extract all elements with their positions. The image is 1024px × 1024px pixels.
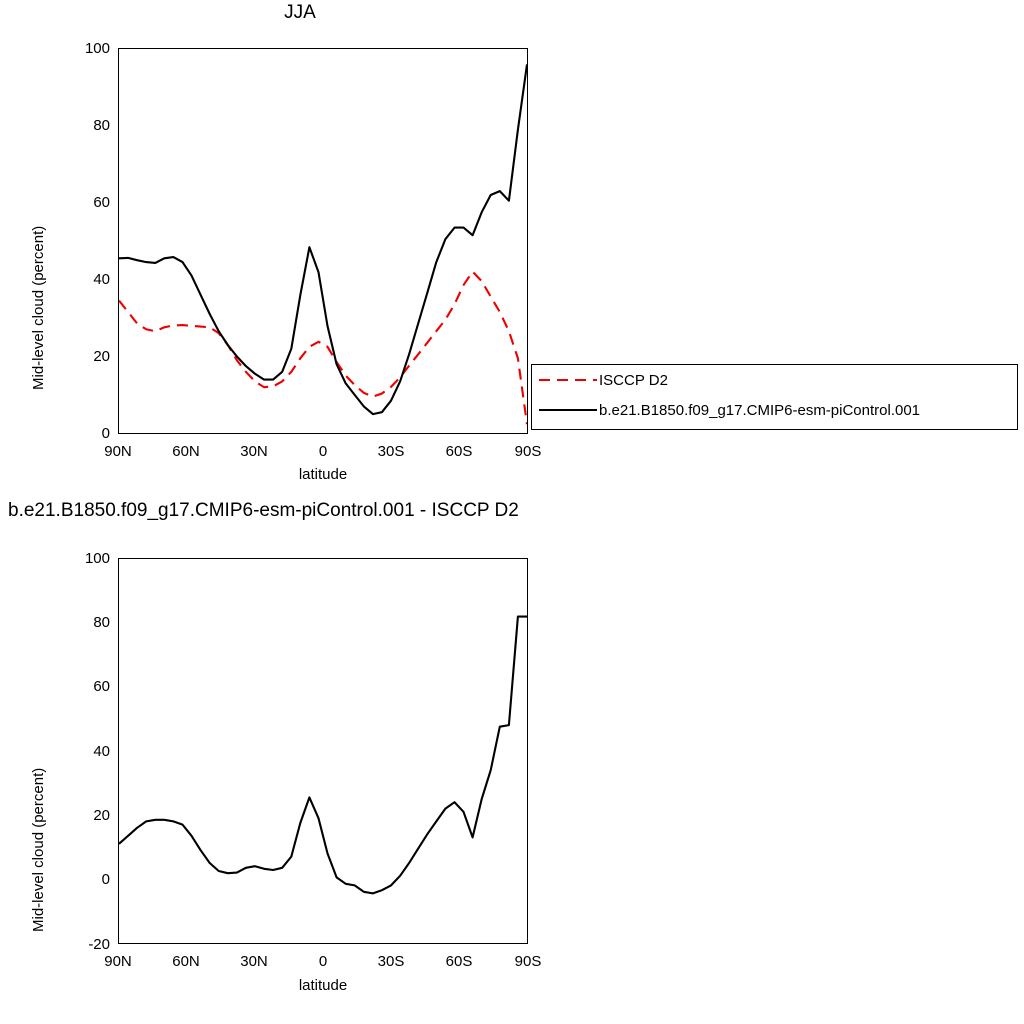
panel-jja-xtick-60S: 60S [445,443,473,460]
legend-item-isccp-d2[interactable] [532,365,1017,395]
legend [531,364,1018,430]
panel-jja-xtick-0: 0 [318,443,328,460]
panel-jja-ytick-40: 40 [93,271,110,288]
panel-difference-xtick-60N: 60N [172,953,200,970]
panel-difference-xlabel: latitude [298,977,348,994]
legend-swatch-dashed-red [538,373,598,387]
series-difference-line [119,617,527,894]
panel-jja-ytick-0: 0 [101,425,110,442]
legend-item-model[interactable] [532,395,1017,425]
legend-label-isccp-d2: ISCCP D2 [599,371,668,389]
panel-jja-series-svg [119,49,527,433]
panel-difference-xtick-30S: 30S [377,953,405,970]
legend-swatch-solid-black [538,403,598,417]
panel-difference-plot-area [118,558,528,944]
panel-difference-ylabel: Mid-level cloud (percent) [30,767,47,932]
panel-jja-xtick-90N: 90N [104,443,132,460]
series-model-line [119,64,527,414]
panel-jja-xtick-30S: 30S [377,443,405,460]
panel-difference-ytick-neg20: -20 [88,936,110,953]
panel-jja-title: JJA [284,2,316,23]
panel-difference-ytick-80: 80 [93,614,110,631]
panel-difference-ytick-20: 20 [93,807,110,824]
panel-difference-xtick-90S: 90S [514,953,542,970]
panel-jja-xtick-90S: 90S [514,443,542,460]
panel-difference-series-svg [119,559,527,943]
panel-difference-xtick-30N: 30N [240,953,268,970]
legend-label-model: b.e21.B1850.f09_g17.CMIP6-esm-piControl.001 [599,401,921,419]
panel-jja-ytick-100: 100 [84,40,110,57]
panel-jja-xtick-60N: 60N [172,443,200,460]
panel-difference-xtick-90N: 90N [104,953,132,970]
panel-difference [0,500,1024,1024]
panel-difference-xtick-60S: 60S [445,953,473,970]
panel-difference-ytick-0: 0 [101,871,110,888]
panel-difference-ytick-60: 60 [93,678,110,695]
panel-jja [0,0,1024,510]
panel-difference-ytick-40: 40 [93,743,110,760]
panel-jja-ytick-80: 80 [93,117,110,134]
panel-difference-title: b.e21.B1850.f09_g17.CMIP6-esm-piControl.001 - ISCCP D2 [8,500,519,521]
panel-difference-ytick-100: 100 [84,550,110,567]
panel-difference-xtick-0: 0 [318,953,328,970]
panel-jja-plot-area [118,48,528,434]
panel-jja-xtick-30N: 30N [240,443,268,460]
panel-jja-xlabel: latitude [298,466,348,483]
panel-jja-ytick-20: 20 [93,348,110,365]
panel-jja-ytick-60: 60 [93,194,110,211]
panel-jja-ylabel: Mid-level cloud (percent) [30,225,47,390]
